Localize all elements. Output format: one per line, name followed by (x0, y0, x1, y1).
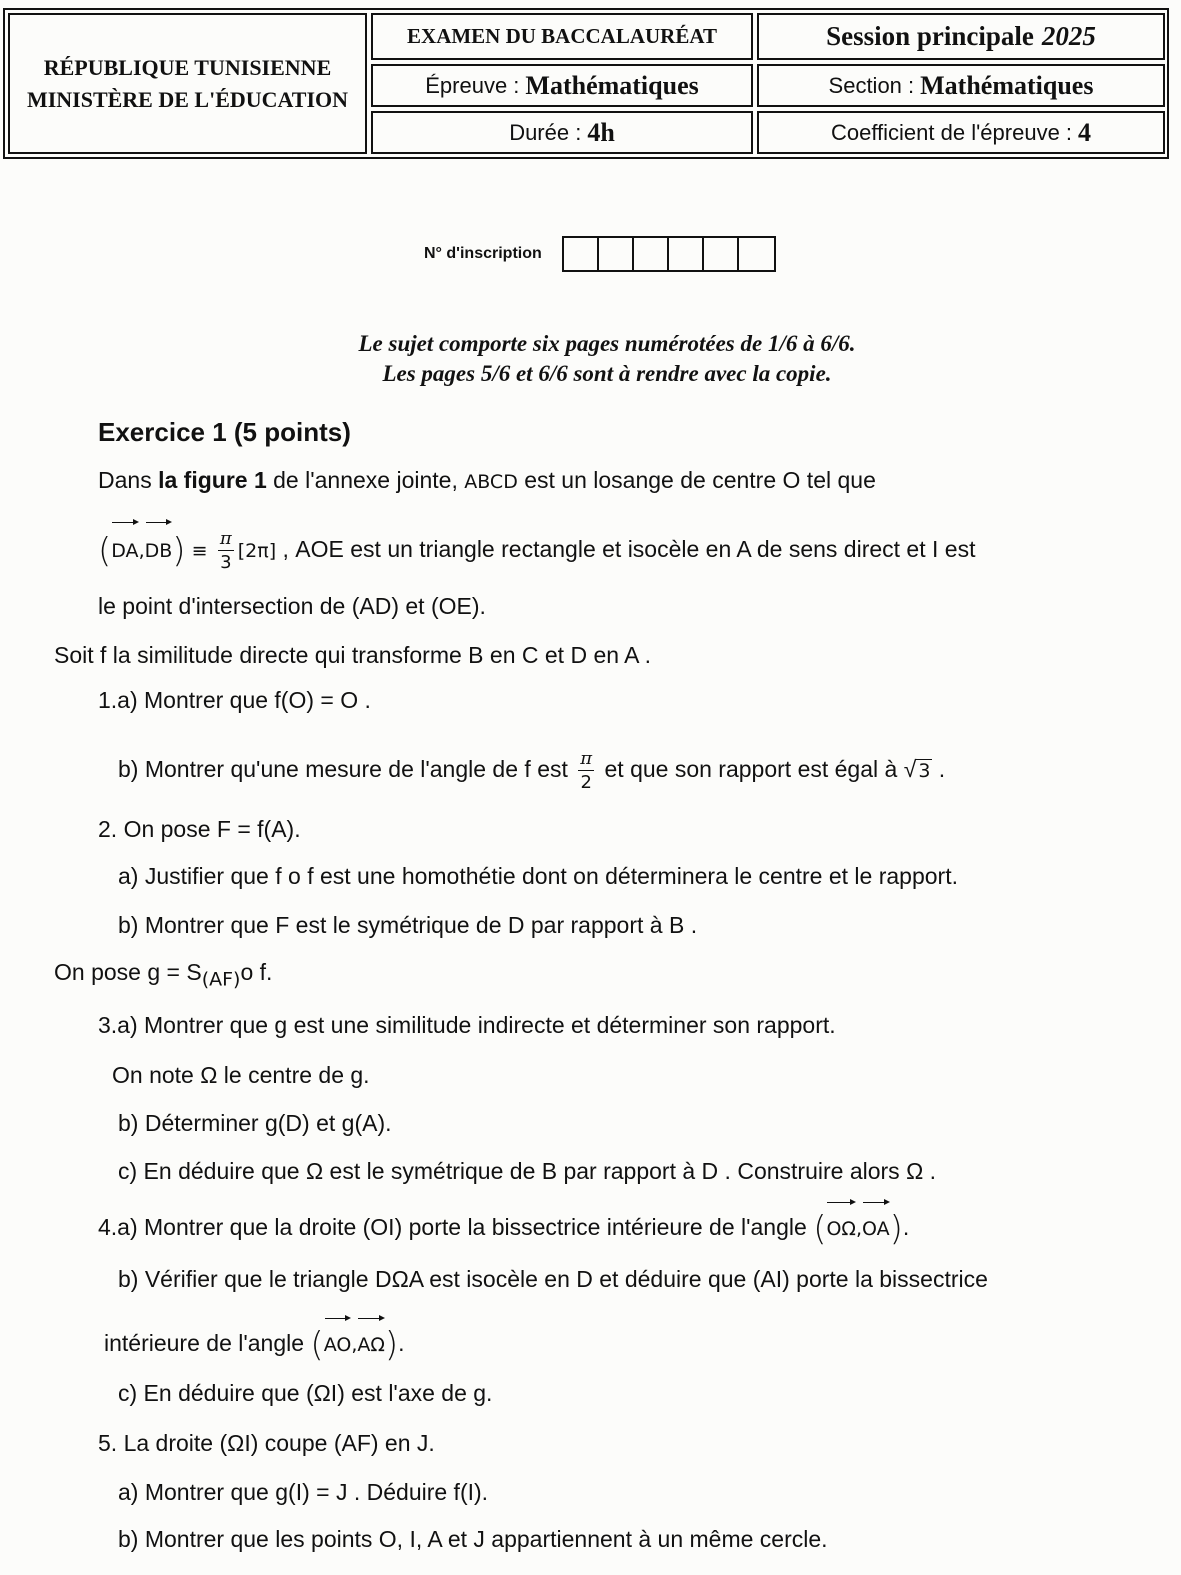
header-ministry-cell (8, 13, 367, 154)
notice-line-2: Les pages 5/6 et 6/6 sont à rendre avec la copie. (382, 361, 832, 386)
epreuve-cell (371, 64, 753, 107)
question-1a: 1.a) Montrer que f(O) = O . (98, 687, 371, 713)
vector-ao: AO (324, 1316, 352, 1368)
subscript: (AF) (201, 968, 241, 991)
intro-line-1 (98, 465, 876, 497)
question-2: 2. On pose F = f(A). (98, 816, 301, 842)
question-text: b) Montrer qu'une mesure de l'angle de f est (118, 756, 575, 782)
exam-title-cell (371, 13, 753, 60)
intro-line-2: (DA,DB) ≡ $\frac{\pi}{3}$ [2π] , AOE est un triangle rectangle et isocèle en A de sens direct et I est (98, 520, 975, 576)
question-text: 4.a) Montrer que la droite (OI) porte la bissectrice intérieure de l'angle (98, 1214, 814, 1240)
vector-db: DB (145, 520, 173, 576)
vector-oa: OA (862, 1200, 890, 1252)
radicand: 3 (918, 760, 931, 782)
section-cell (757, 64, 1165, 107)
coefficient-value: 4 (1078, 117, 1092, 147)
epreuve-label: Épreuve : (425, 72, 520, 98)
question-text: o f. (240, 959, 273, 985)
fraction-denominator: 3 (220, 551, 232, 573)
question-4b-line-1: b) Vérifier que le triangle DΩA est isocèle en D et déduire que (AI) porte la bissectrice (118, 1266, 988, 1292)
question-3-note: On note Ω le centre de g. (112, 1062, 370, 1088)
question-4c: c) En déduire que (ΩI) est l'axe de g. (118, 1380, 493, 1406)
duree-cell (371, 111, 753, 154)
inscription-boxes[interactable] (562, 236, 776, 272)
section-value: Mathématiques (920, 70, 1094, 100)
question-5b: b) Montrer que les points O, I, A et J appartiennent à un même cercle. (118, 1526, 828, 1552)
question-3a: 3.a) Montrer que g est une similitude indirecte et déterminer son rapport. (98, 1012, 836, 1038)
intro-text: est un losange de centre O tel que (517, 467, 876, 493)
duree-value: 4h (587, 117, 615, 147)
duree-label: Durée : (509, 119, 582, 145)
question-1b (118, 744, 945, 796)
question-4a: 4.a) Montrer que la droite (OI) porte la bissectrice intérieure de l'angle (OΩ,OA). (98, 1200, 909, 1252)
question-5: 5. La droite (ΩI) coupe (AF) en J. (98, 1430, 435, 1456)
intro-math: ABCD (464, 471, 518, 493)
question-2a: a) Justifier que f o f est une homothétie dont on déterminera le centre et le rapport. (118, 863, 958, 889)
modulo: [2π] (237, 540, 277, 562)
exam-title: EXAMEN DU BACCALAURÉAT (407, 24, 717, 48)
inscription-label: N° d'inscription (424, 245, 542, 262)
question-5a: a) Montrer que g(I) = J . Déduire f(I). (118, 1479, 489, 1505)
section-label: Section : (828, 72, 915, 98)
question-text: . (932, 756, 946, 782)
similitude-definition: Soit f la similitude directe qui transforme B en C et D en A . (54, 642, 652, 668)
definition-g (54, 957, 272, 995)
intro-text: AOE est un triangle rectangle et isocèle en A de sens direct et I est (288, 536, 976, 562)
inscription-digit-box[interactable] (739, 238, 774, 270)
question-text: On pose g = S (54, 959, 202, 985)
question-4b-line-2: intérieure de l'angle (AO,AΩ). (104, 1316, 405, 1368)
vector-da: DA (111, 520, 138, 576)
country-name: RÉPUBLIQUE TUNISIENNE (43, 54, 332, 80)
intro-figure-ref: la figure 1 (158, 467, 267, 493)
ministry-name: MINISTÈRE DE L'ÉDUCATION (26, 86, 349, 112)
question-text: intérieure de l'angle (104, 1330, 311, 1356)
question-3c: c) En déduire que Ω est le symétrique de B par rapport à D . Construire alors Ω . (118, 1158, 937, 1184)
inscription-row (424, 236, 776, 272)
inscription-digit-box[interactable] (634, 238, 669, 270)
vector-o-omega: OΩ (826, 1200, 855, 1252)
session-label: Session principale (826, 21, 1034, 51)
sqrt-3: √ 3 (903, 756, 931, 782)
question-3b: b) Déterminer g(D) et g(A). (118, 1110, 392, 1136)
notice-line-1: Le sujet comporte six pages numérotées de 1/6 à 6/6. (358, 331, 856, 356)
fraction-pi-3 (218, 527, 234, 573)
question-text: et que son rapport est égal à (598, 756, 904, 782)
intro-line-3: le point d'intersection de (AD) et (OE). (98, 593, 486, 619)
fraction-numerator: π (219, 527, 232, 549)
exercise-title: Exercice 1 (5 points) (98, 417, 351, 447)
session-cell (757, 13, 1165, 60)
fraction-pi-2 (578, 747, 594, 793)
fraction-numerator: π (580, 747, 593, 769)
fraction-denominator: 2 (580, 771, 592, 793)
epreuve-value: Mathématiques (525, 70, 699, 100)
session-year: 2025 (1041, 21, 1096, 51)
inscription-digit-box[interactable] (704, 238, 739, 270)
intro-text: de l'annexe jointe, (266, 467, 465, 493)
inscription-digit-box[interactable] (564, 238, 599, 270)
inscription-digit-box[interactable] (599, 238, 634, 270)
coefficient-cell (757, 111, 1165, 154)
vector-a-omega: AΩ (357, 1316, 385, 1368)
question-2b: b) Montrer que F est le symétrique de D par rapport à B . (118, 912, 698, 938)
coefficient-label: Coefficient de l'épreuve : (830, 119, 1073, 145)
intro-text: Dans (98, 467, 159, 493)
inscription-digit-box[interactable] (669, 238, 704, 270)
